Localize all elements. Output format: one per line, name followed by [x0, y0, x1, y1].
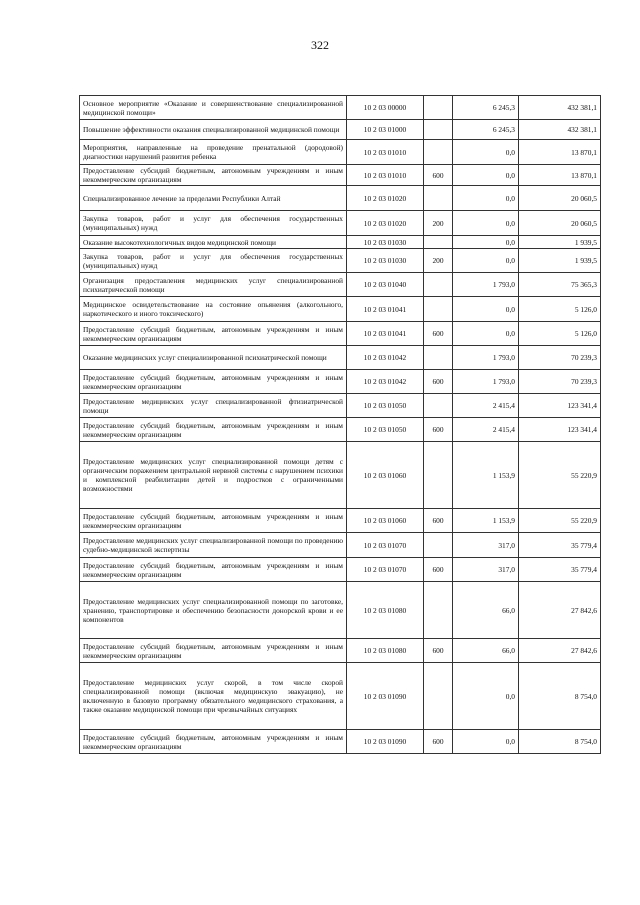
row-name: Предоставление медицинских услуг специализированной фтизиатрической помощи — [80, 394, 347, 418]
row-name: Оказание высокотехнологичных видов медицинской помощи — [80, 236, 347, 249]
row-expense-type — [424, 186, 453, 211]
row-amount-1: 66,0 — [453, 582, 519, 639]
row-name: Предоставление субсидий бюджетным, автономным учреждениям и иным некоммерческим организациям — [80, 639, 347, 663]
table-row — [80, 442, 601, 509]
row-amount-1: 2 415,4 — [453, 418, 519, 442]
row-code: 10 2 03 01060 — [347, 442, 424, 509]
row-amount-2: 70 239,3 — [519, 346, 601, 370]
row-amount-1: 6 245,3 — [453, 96, 519, 120]
row-expense-type — [424, 663, 453, 730]
table-row — [80, 509, 601, 533]
row-name: Специализированное лечение за пределами Республики Алтай — [80, 186, 347, 211]
row-code: 10 2 03 01090 — [347, 730, 424, 754]
row-expense-type — [424, 582, 453, 639]
row-amount-1: 66,0 — [453, 639, 519, 663]
row-name: Оказание медицинских услуг специализированной психиатрической помощи — [80, 346, 347, 370]
row-amount-1: 0,0 — [453, 663, 519, 730]
row-amount-2: 20 060,5 — [519, 186, 601, 211]
row-code: 10 2 03 01030 — [347, 236, 424, 249]
row-amount-2: 123 341,4 — [519, 418, 601, 442]
row-amount-1: 0,0 — [453, 140, 519, 165]
row-code: 10 2 03 01010 — [347, 140, 424, 165]
table-row — [80, 394, 601, 418]
row-amount-2: 8 754,0 — [519, 730, 601, 754]
row-expense-type: 200 — [424, 249, 453, 273]
table-row — [80, 370, 601, 394]
row-amount-1: 1 793,0 — [453, 370, 519, 394]
row-amount-2: 5 126,0 — [519, 322, 601, 346]
table-row — [80, 186, 601, 211]
row-name: Закупка товаров, работ и услуг для обеспечения государственных (муниципальных) нужд — [80, 249, 347, 273]
row-amount-1: 1 153,9 — [453, 509, 519, 533]
row-amount-2: 123 341,4 — [519, 394, 601, 418]
row-expense-type — [424, 120, 453, 140]
row-name: Предоставление субсидий бюджетным, автономным учреждениям и иным некоммерческим организациям — [80, 165, 347, 186]
row-code: 10 2 03 01010 — [347, 165, 424, 186]
table-row — [80, 582, 601, 639]
row-name: Организация предоставления медицинских услуг специализированной психиатрической помощи — [80, 273, 347, 297]
row-code: 10 2 03 01040 — [347, 273, 424, 297]
row-name: Медицинское освидетельствование на состояние опьянения (алкогольного, наркотического и иного токсического) — [80, 297, 347, 322]
table-row — [80, 236, 601, 249]
row-amount-2: 70 239,3 — [519, 370, 601, 394]
row-name: Повышение эффективности оказания специализированной медицинской помощи — [80, 120, 347, 140]
row-name: Предоставление субсидий бюджетным, автономным учреждениям и иным некоммерческим организациям — [80, 370, 347, 394]
row-amount-2: 27 842,6 — [519, 639, 601, 663]
row-expense-type: 600 — [424, 558, 453, 582]
row-code: 10 2 03 01000 — [347, 120, 424, 140]
row-expense-type: 600 — [424, 165, 453, 186]
row-expense-type — [424, 140, 453, 165]
row-code: 10 2 03 01041 — [347, 297, 424, 322]
table-row — [80, 639, 601, 663]
row-expense-type: 600 — [424, 322, 453, 346]
row-expense-type — [424, 533, 453, 558]
row-expense-type: 600 — [424, 370, 453, 394]
row-code: 10 2 03 01042 — [347, 346, 424, 370]
table-row — [80, 211, 601, 236]
row-amount-1: 1 153,9 — [453, 442, 519, 509]
row-amount-1: 0,0 — [453, 249, 519, 273]
row-amount-2: 432 381,1 — [519, 96, 601, 120]
row-code: 10 2 03 01070 — [347, 558, 424, 582]
row-amount-1: 317,0 — [453, 533, 519, 558]
row-amount-2: 13 870,1 — [519, 165, 601, 186]
row-code: 10 2 03 01050 — [347, 418, 424, 442]
row-expense-type: 600 — [424, 418, 453, 442]
row-amount-1: 0,0 — [453, 211, 519, 236]
row-expense-type: 600 — [424, 639, 453, 663]
row-code: 10 2 03 01060 — [347, 509, 424, 533]
row-amount-2: 13 870,1 — [519, 140, 601, 165]
row-name: Предоставление субсидий бюджетным, автономным учреждениям и иным некоммерческим организациям — [80, 730, 347, 754]
table-row — [80, 322, 601, 346]
row-code: 10 2 03 01080 — [347, 582, 424, 639]
row-code: 10 2 03 01020 — [347, 186, 424, 211]
row-expense-type — [424, 442, 453, 509]
row-name: Предоставление субсидий бюджетным, автономным учреждениям и иным некоммерческим организациям — [80, 558, 347, 582]
row-amount-1: 317,0 — [453, 558, 519, 582]
row-code: 10 2 03 01070 — [347, 533, 424, 558]
table-row — [80, 165, 601, 186]
row-amount-2: 75 365,3 — [519, 273, 601, 297]
table-row — [80, 730, 601, 754]
row-name: Основное мероприятие «Оказание и совершенствование специализированной медицинской помощи» — [80, 96, 347, 120]
row-amount-2: 432 381,1 — [519, 120, 601, 140]
row-expense-type: 200 — [424, 211, 453, 236]
table-row — [80, 663, 601, 730]
row-amount-1: 0,0 — [453, 297, 519, 322]
row-amount-1: 0,0 — [453, 165, 519, 186]
row-name: Предоставление медицинских услуг скорой, в том числе скорой специализированной помощи (включая медицинскую эвакуацию), не включенную в базовую программу обязательного медицинского страхования, а также оказание медицинской помощи при чрезвычайных ситуациях — [80, 663, 347, 730]
row-expense-type: 600 — [424, 509, 453, 533]
table-row — [80, 249, 601, 273]
row-code: 10 2 03 00000 — [347, 96, 424, 120]
row-expense-type — [424, 394, 453, 418]
row-expense-type — [424, 96, 453, 120]
row-amount-2: 35 779,4 — [519, 533, 601, 558]
row-amount-1: 0,0 — [453, 322, 519, 346]
row-code: 10 2 03 01090 — [347, 663, 424, 730]
table-row — [80, 297, 601, 322]
row-amount-2: 5 126,0 — [519, 297, 601, 322]
table-row — [80, 418, 601, 442]
row-amount-2: 35 779,4 — [519, 558, 601, 582]
table-row — [80, 96, 601, 120]
row-amount-2: 1 939,5 — [519, 249, 601, 273]
budget-table — [79, 95, 601, 754]
row-name: Предоставление медицинских услуг специализированной помощи детям с органическим поражением центральной нервной системы с нарушением психики и комплексной реабилитации детей и подростков с ограниченными возможностями — [80, 442, 347, 509]
table-row — [80, 120, 601, 140]
row-amount-1: 1 793,0 — [453, 273, 519, 297]
row-name: Предоставление субсидий бюджетным, автономным учреждениям и иным некоммерческим организациям — [80, 509, 347, 533]
table-row — [80, 533, 601, 558]
row-amount-1: 6 245,3 — [453, 120, 519, 140]
row-expense-type: 600 — [424, 730, 453, 754]
table-row — [80, 273, 601, 297]
row-code: 10 2 03 01041 — [347, 322, 424, 346]
row-amount-1: 0,0 — [453, 186, 519, 211]
row-expense-type — [424, 346, 453, 370]
table-row — [80, 558, 601, 582]
row-code: 10 2 03 01020 — [347, 211, 424, 236]
page-number: 322 — [311, 38, 329, 52]
row-amount-1: 0,0 — [453, 730, 519, 754]
row-expense-type — [424, 273, 453, 297]
row-amount-2: 55 220,9 — [519, 509, 601, 533]
row-name: Предоставление субсидий бюджетным, автономным учреждениям и иным некоммерческим организациям — [80, 418, 347, 442]
row-name: Закупка товаров, работ и услуг для обеспечения государственных (муниципальных) нужд — [80, 211, 347, 236]
row-amount-1: 1 793,0 — [453, 346, 519, 370]
row-amount-2: 1 939,5 — [519, 236, 601, 249]
row-amount-2: 27 842,6 — [519, 582, 601, 639]
row-code: 10 2 03 01080 — [347, 639, 424, 663]
row-expense-type — [424, 236, 453, 249]
row-amount-1: 0,0 — [453, 236, 519, 249]
row-code: 10 2 03 01030 — [347, 249, 424, 273]
row-expense-type — [424, 297, 453, 322]
row-name: Предоставление медицинских услуг специализированной помощи по проведению судебно-медицинской экспертизы — [80, 533, 347, 558]
row-code: 10 2 03 01042 — [347, 370, 424, 394]
row-amount-2: 55 220,9 — [519, 442, 601, 509]
row-name: Предоставление субсидий бюджетным, автономным учреждениям и иным некоммерческим организациям — [80, 322, 347, 346]
row-code: 10 2 03 01050 — [347, 394, 424, 418]
table-row — [80, 140, 601, 165]
row-amount-2: 8 754,0 — [519, 663, 601, 730]
row-amount-1: 2 415,4 — [453, 394, 519, 418]
row-name: Предоставление медицинских услуг специализированной помощи по заготовке, хранению, транспортировке и обеспечению безопасности донорской крови и ее компонентов — [80, 582, 347, 639]
table-row — [80, 346, 601, 370]
row-amount-2: 20 060,5 — [519, 211, 601, 236]
row-name: Мероприятия, направленные на проведение пренатальной (дородовой) диагностики нарушений развития ребенка — [80, 140, 347, 165]
